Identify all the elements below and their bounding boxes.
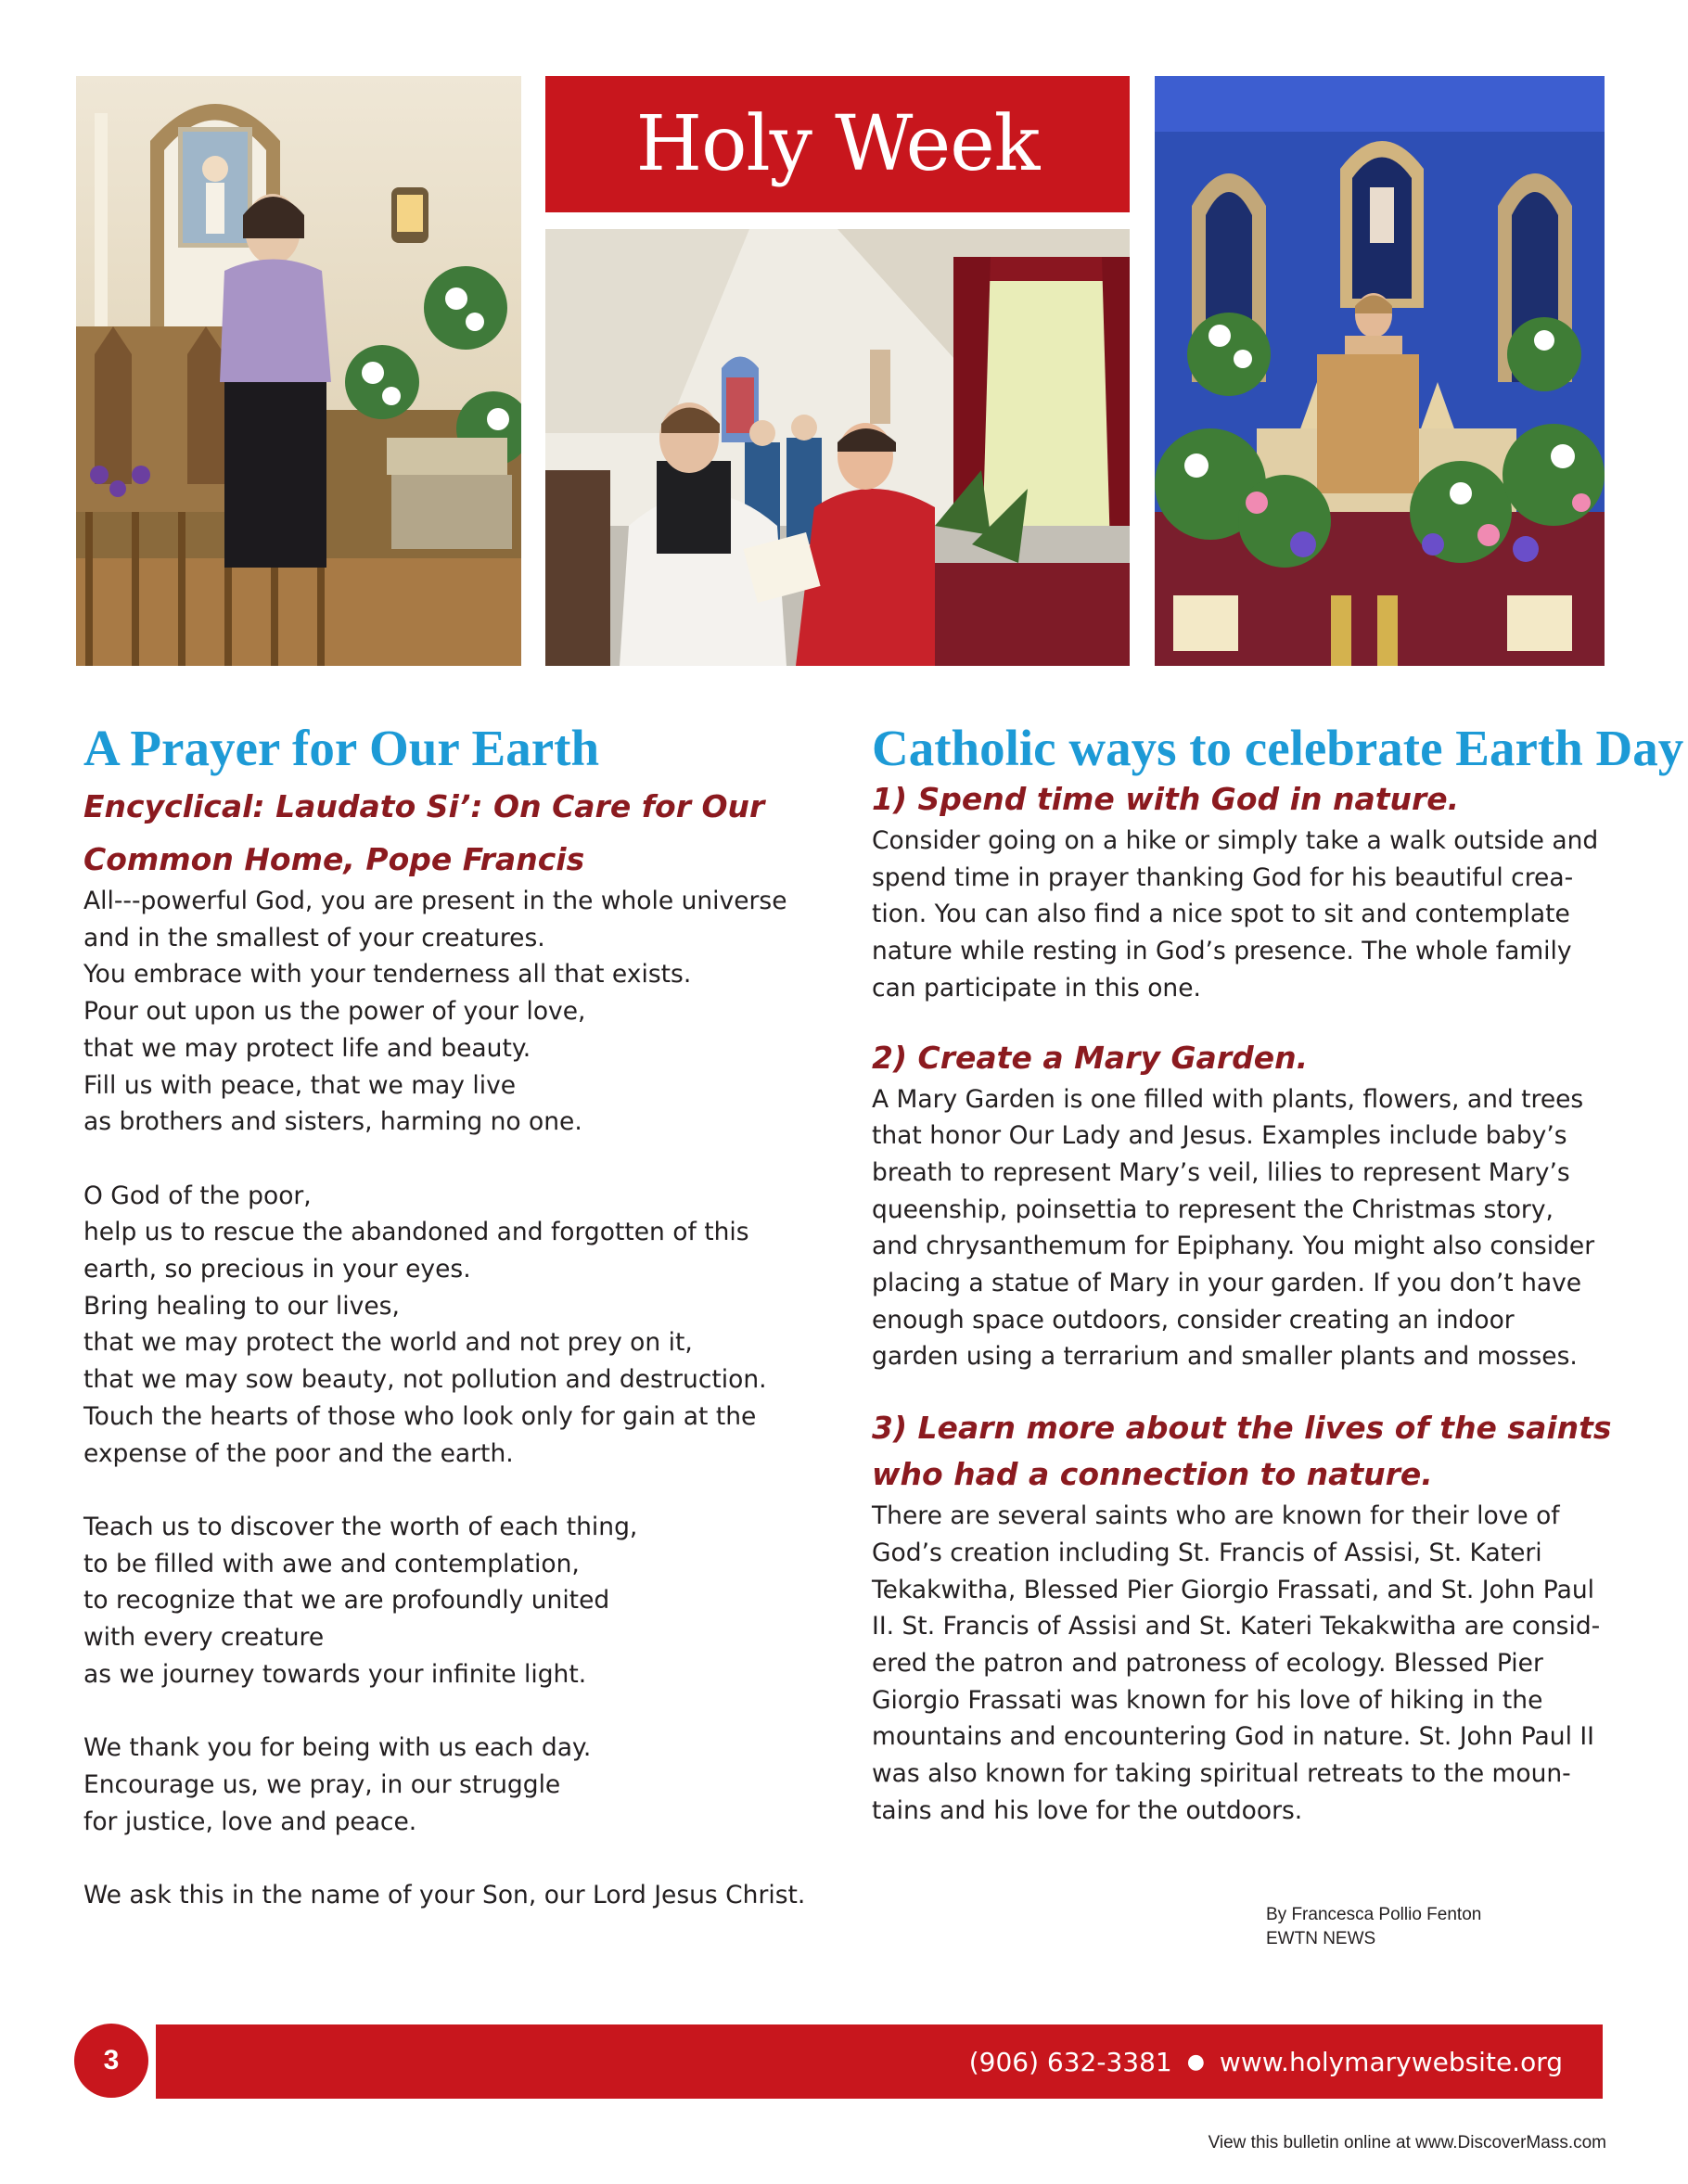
stanza-gap [83,1692,825,1730]
prayer-line: We ask this in the name of your Son, our Lord Jesus Christ. [83,1880,806,1909]
prayer-line: to be filled with awe and contemplation, [83,1549,580,1578]
stanza-gap [83,1840,825,1877]
prayer-line: that we may protect the world and not prey on it, [83,1328,693,1358]
paragraph-line: ered the patron and patroness of ecology. Blessed Pier [872,1648,1543,1678]
earth-day-column [872,719,1684,1829]
earth-day-title: Catholic ways to celebrate Earth Day [872,720,1684,776]
section-heading: 3) Learn more about the lives of the saints [872,1410,1612,1447]
paragraph-line: enough space outdoors, consider creating an indoor [872,1305,1515,1335]
paragraph-line: A Mary Garden is one filled with plants, flowers, and trees [872,1084,1584,1114]
prayer-line: for justice, love and peace. [83,1807,417,1836]
prayer-line: O God of the poor, [83,1181,312,1210]
prayer-line: We thank you for being with us each day. [83,1733,592,1763]
prayer-line: expense of the poor and the earth. [83,1438,514,1468]
section-2 [872,1035,1614,1376]
section-heading: who had a connection to nature. [872,1456,1433,1493]
byline-author: By Francesca Pollio Fenton [1266,1905,1482,1924]
prayer-body [83,883,825,1914]
paragraph-line: garden using a terrarium and smaller plants and mosses. [872,1342,1578,1372]
altar-flowers-photo [1155,76,1605,666]
paragraph-line: tains and his love for the outdoors. [872,1795,1303,1825]
priests-blessing-photo [545,229,1130,666]
subhead-line: Encyclical: Laudato Si’: On Care for Our [83,788,765,824]
paragraph-line: spend time in prayer thanking God for his beautiful crea- [872,862,1574,892]
prayer-line: with every creature [83,1623,325,1653]
stanza-gap [83,1472,825,1509]
paragraph-line: that honor Our Lady and Jesus. Examples include baby’s [872,1121,1567,1151]
prayer-line: earth, so precious in your eyes. [83,1255,471,1284]
paragraph-line: was also known for taking spiritual retreats to the moun- [872,1759,1571,1789]
paragraph-line: II. St. Francis of Assisi and St. Kateri Tekakwitha are consid- [872,1612,1601,1641]
prayer-line: that we may protect life and beauty. [83,1033,531,1063]
prayer-line: Touch the hearts of those who look only for gain at the [83,1401,757,1431]
prayer-line: and in the smallest of your creatures. [83,923,545,952]
footer-contact [969,2024,1563,2099]
byline-source: EWTN NEWS [1266,1929,1376,1948]
paragraph-line: placing a statue of Mary in your garden. If you don’t have [872,1269,1582,1298]
prayer-line: help us to rescue the abandoned and forgotten of this [83,1218,749,1247]
prayer-line: Bring healing to our lives, [83,1291,400,1321]
section-3 [872,1405,1614,1829]
paragraph-line: There are several saints who are known for their love of [872,1501,1560,1531]
section-body [872,823,1614,1007]
prayer-line: that we may sow beauty, not pollution and destruction. [83,1365,767,1395]
website-link[interactable]: www.holymarywebsite.org [1219,2046,1563,2077]
section-body [872,1498,1614,1829]
prayer-line: to recognize that we are profoundly united [83,1586,610,1616]
paragraph-line: Tekakwitha, Blessed Pier Giorgio Frassati, and St. John Paul [872,1575,1594,1604]
prayer-line: You embrace with your tenderness all that exists. [83,960,692,990]
prayer-line: as we journey towards your infinite light. [83,1659,587,1689]
page-number [74,2024,148,2098]
paragraph-line: Giorgio Frassati was known for his love of hiking in the [872,1685,1543,1715]
paragraph-line: mountains and encountering God in nature. St. John Paul II [872,1722,1594,1752]
phone-number[interactable]: (906) 632-3381 [968,2046,1172,2077]
byline [1266,1903,1481,1951]
prayer-column [83,719,825,1914]
holy-week-banner [545,76,1130,212]
prayer-line: All---powerful God, you are present in the whole universe [83,887,787,915]
paragraph-line: God’s creation including St. Francis of Assisi, St. Kateri [872,1538,1542,1567]
prayer-line: Fill us with peace, that we may live [83,1070,517,1100]
paragraph-line: nature while resting in God’s presence. The whole family [872,937,1572,966]
prayer-line: as brothers and sisters, harming no one. [83,1107,582,1137]
paragraph-line: Consider going on a hike or simply take a walk outside and [872,826,1599,855]
section-heading: 1) Spend time with God in nature. [872,781,1460,817]
banner-title: Holy Week [635,100,1040,188]
page-number-text: 3 [103,2045,120,2075]
separator-dot: ● [1186,2050,1205,2074]
prayer-title: A Prayer for Our Earth [83,720,600,776]
paragraph-line: and chrysanthemum for Epiphany. You might also consider [872,1232,1595,1261]
section-body [872,1081,1614,1376]
paragraph-line: breath to represent Mary’s veil, lilies to represent Mary’s [872,1157,1570,1187]
section-1 [872,776,1614,1007]
prayer-line: Pour out upon us the power of your love, [83,997,586,1027]
online-note: View this bulletin online at www.DiscoverMass.com [1208,2133,1606,2152]
section-heading: 2) Create a Mary Garden. [872,1039,1309,1076]
prayer-line: Teach us to discover the worth of each thing, [83,1512,638,1541]
paragraph-line: tion. You can also find a nice spot to sit and contemplate [872,900,1570,929]
prayer-line: Encourage us, we pray, in our struggle [83,1769,561,1799]
paragraph-line: queenship, poinsettia to represent the Christmas story, [872,1194,1554,1224]
stanza-gap [83,1141,825,1178]
subhead-line: Common Home, Pope Francis [83,841,585,877]
lector-at-ambo-photo [76,76,521,666]
encyclical-subhead [83,780,825,886]
paragraph-line: can participate in this one. [872,973,1201,1003]
